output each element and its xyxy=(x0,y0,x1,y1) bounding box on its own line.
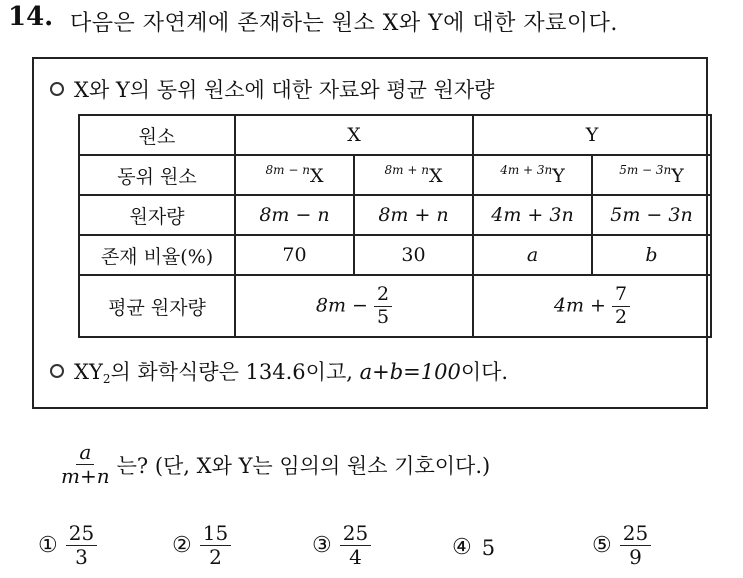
isotope-table xyxy=(78,114,712,338)
abundance-cell: 30 xyxy=(354,235,473,275)
element-x-header: X xyxy=(235,115,473,155)
element-y-header: Y xyxy=(473,115,711,155)
isotope-cell: $^{5m - 3n}$Y xyxy=(592,155,711,195)
isotope-cell: $^{4m + 3n}$Y xyxy=(473,155,592,195)
question-stem: 다음은 자연계에 존재하는 원소 X와 Y에 대한 자료이다. xyxy=(70,11,618,36)
average-mass-y: 4m + $\frac{7}{2}$ xyxy=(473,275,711,337)
abundance-cell: a xyxy=(473,235,592,275)
atomic-mass-cell: 5m − 3n xyxy=(592,195,711,235)
bullet-circle-icon xyxy=(50,364,64,378)
table-row-abundance xyxy=(79,235,711,275)
row-header-isotope: 동위 원소 xyxy=(79,155,235,195)
question-number: 14. xyxy=(8,2,54,32)
table-row-isotopes xyxy=(79,155,711,195)
bullet-formula-mass: $XY_2$의 화학식량은 134.6이고, a+b=100이다. xyxy=(50,356,508,386)
isotope-cell: $^{8m - n}$X xyxy=(235,155,354,195)
choice-2[interactable]: ② $\frac{15}{2}$ xyxy=(172,522,231,569)
ask-text: 는? (단, X와 Y는 임의의 원소 기호이다.) xyxy=(116,453,491,478)
row-header-element: 원소 xyxy=(79,115,235,155)
choice-5[interactable]: ⑤ $\frac{25}{9}$ xyxy=(592,522,651,569)
bullet-isotope-data xyxy=(50,74,494,104)
bullet2-text: 의 화학식량은 134.6이고, xyxy=(110,360,360,384)
row-header-average-mass: 평균 원자량 xyxy=(79,275,235,337)
average-mass-x: 8m − $\frac{2}{5}$ xyxy=(235,275,473,337)
isotope-cell: $^{8m + n}$X xyxy=(354,155,473,195)
choice-4[interactable]: ④ 5 xyxy=(452,535,496,560)
table-row-average-mass xyxy=(79,275,711,337)
abundance-cell: b xyxy=(592,235,711,275)
bullet1-text: X와 Y의 동위 원소에 대한 자료와 평균 원자량 xyxy=(74,78,495,102)
row-header-abundance: 존재 비율(%) xyxy=(79,235,235,275)
choice-3[interactable]: ③ $\frac{25}{4}$ xyxy=(312,522,371,569)
abundance-cell: 70 xyxy=(235,235,354,275)
bullet-circle-icon xyxy=(50,82,64,96)
atomic-mass-cell: 4m + 3n xyxy=(473,195,592,235)
atomic-mass-cell: 8m + n xyxy=(354,195,473,235)
table-row-atomic-mass xyxy=(79,195,711,235)
ratio-fraction: $\frac{a}{m+n}$ xyxy=(61,440,110,488)
sum-condition: a+b=100 xyxy=(359,360,461,384)
choice-1[interactable]: ① $\frac{25}{3}$ xyxy=(38,522,97,569)
row-header-atomic-mass: 원자량 xyxy=(79,195,235,235)
question-ask xyxy=(58,441,490,488)
atomic-mass-cell: 8m − n xyxy=(235,195,354,235)
formula: $XY_2$ xyxy=(74,360,111,386)
table-row-element xyxy=(79,115,711,155)
